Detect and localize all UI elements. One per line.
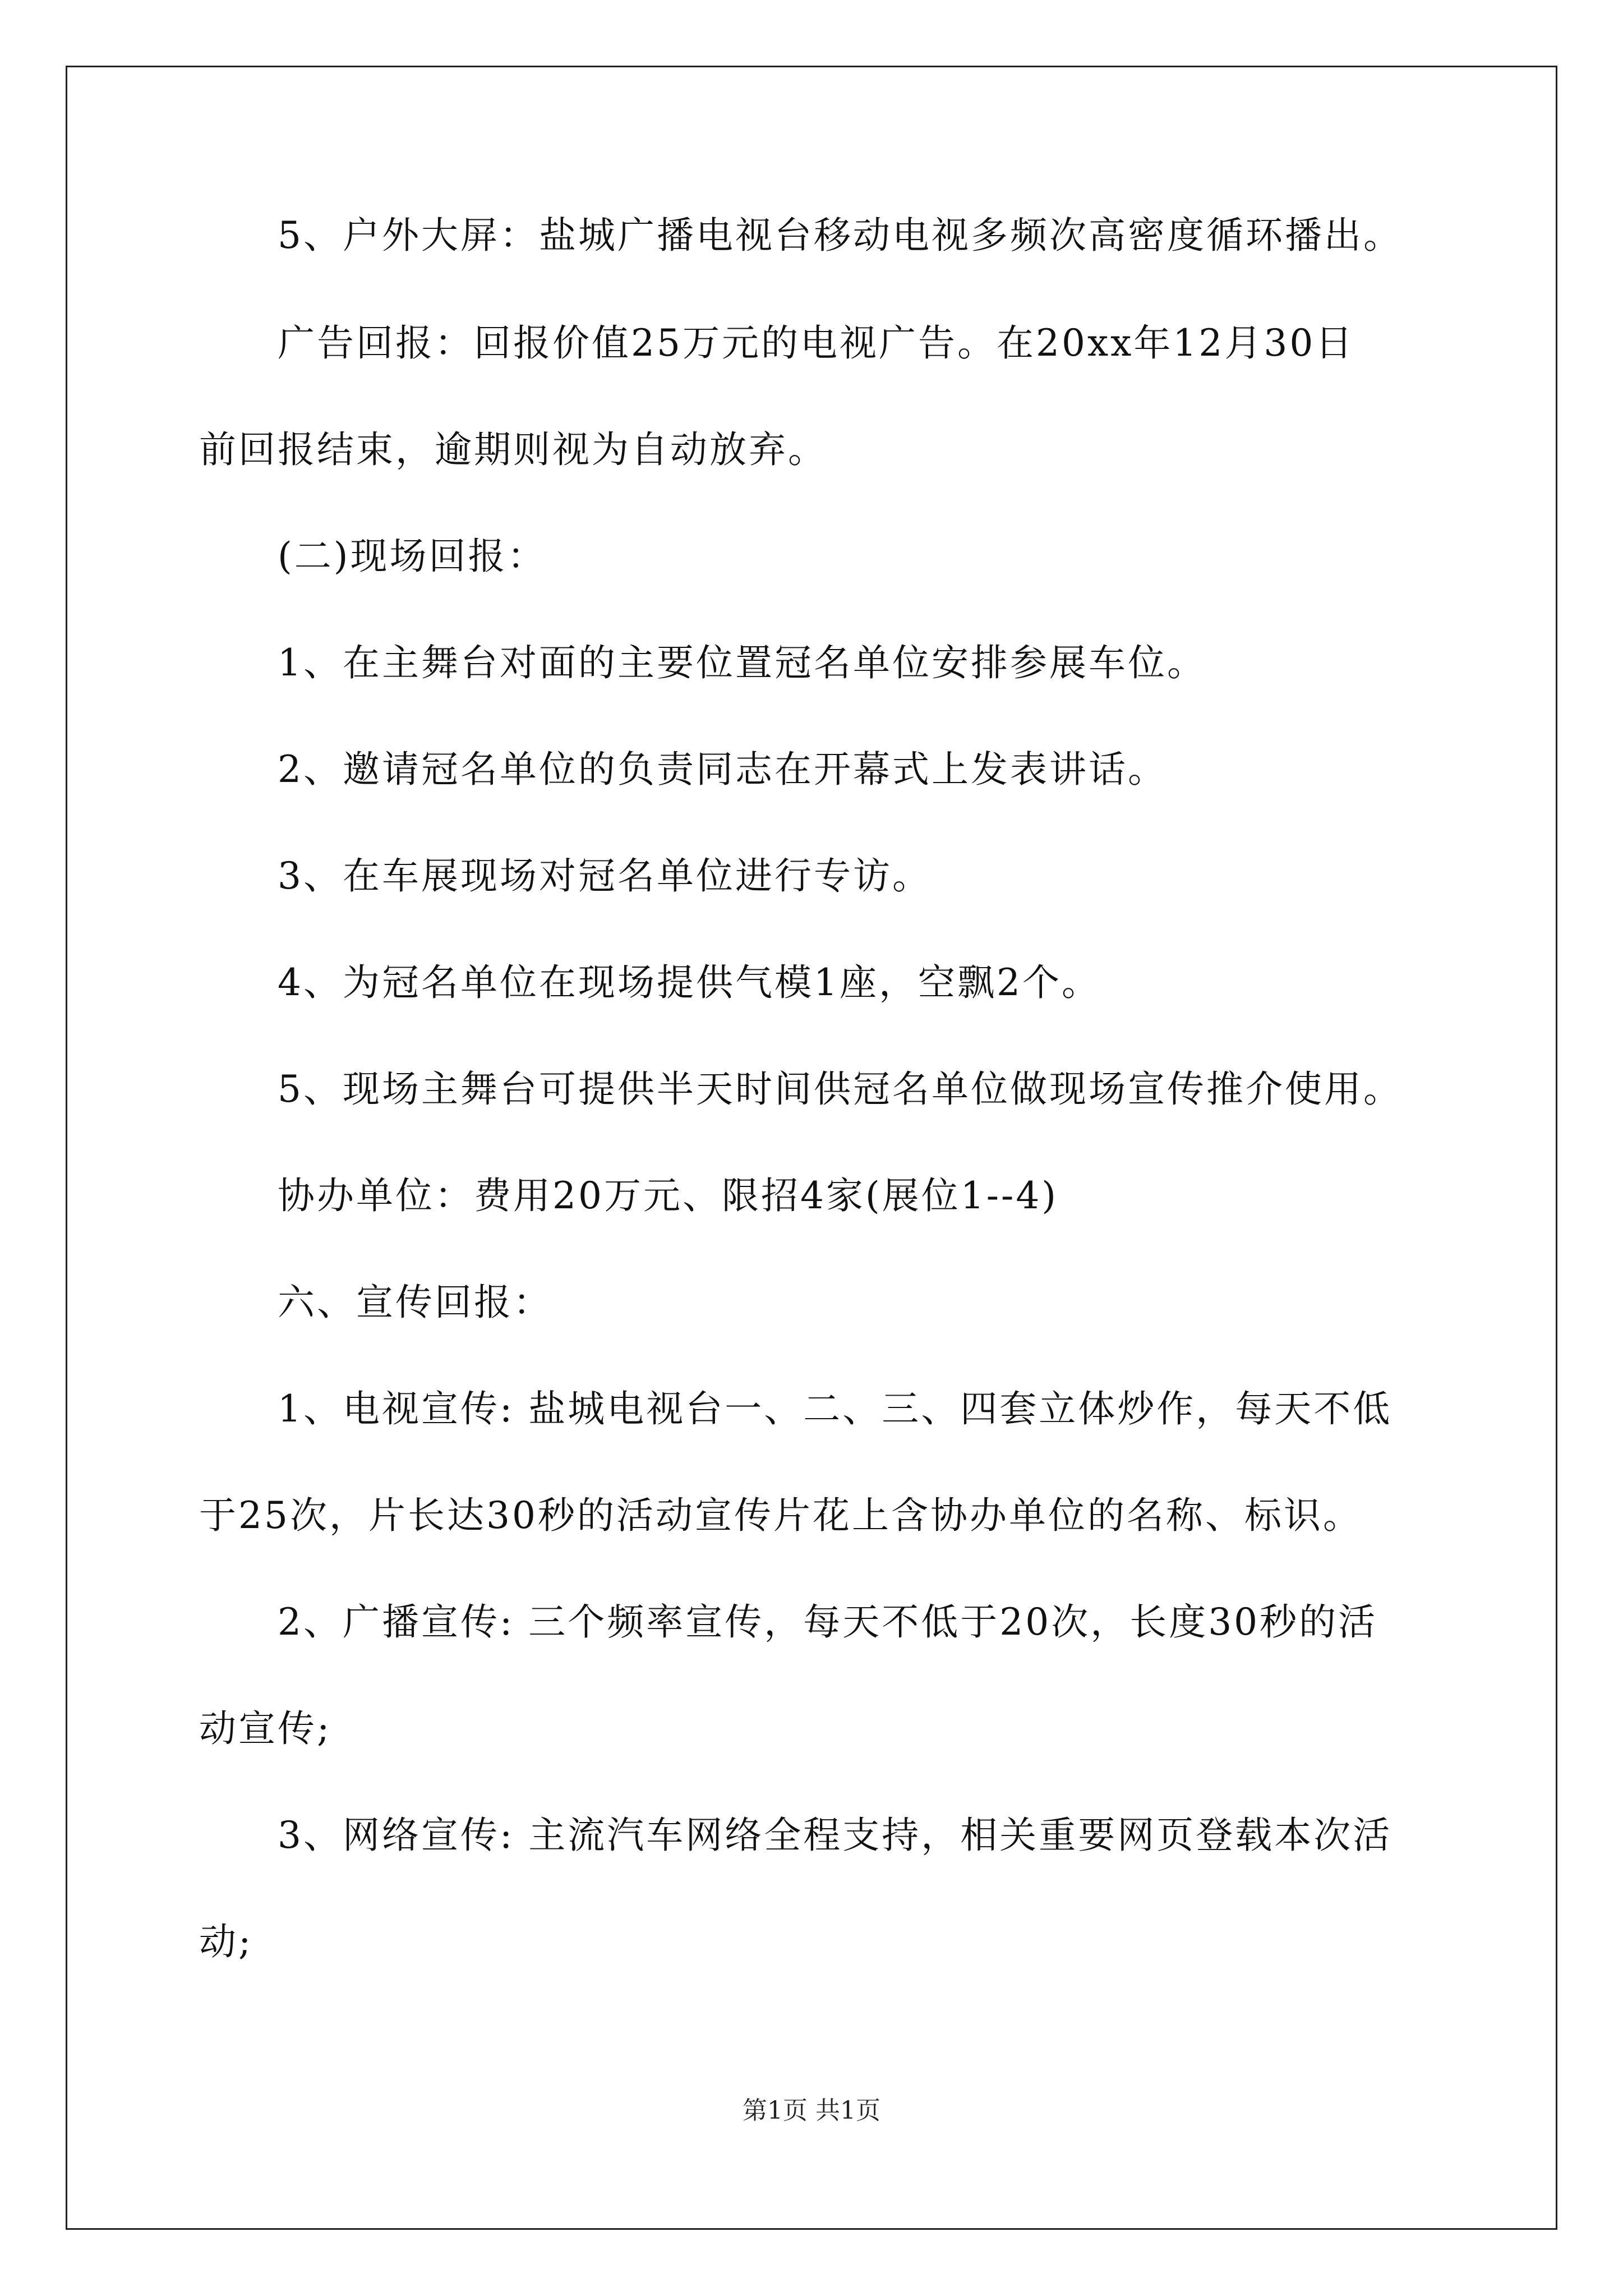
- paragraph-line: 动宣传;: [199, 1707, 332, 1750]
- paragraph-line: 六、宣传回报：: [278, 1281, 552, 1324]
- paragraph-line: 5、户外大屏：盐城广播电视台移动电视多频次高密度循环播出。: [278, 214, 1403, 257]
- paragraph-line: 3、在车展现场对冠名单位进行专访。: [278, 854, 932, 898]
- paragraph-line: 1、电视宣传: 盐城电视台一、二、三、四套立体炒作，每天不低: [278, 1387, 1393, 1430]
- page-footer: 第1页 共1页: [743, 2096, 880, 2125]
- paragraph-line: 协办单位：费用20万元、限招4家(展位1--4): [278, 1174, 1059, 1217]
- paragraph-line: 3、网络宣传: 主流汽车网络全程支持，相关重要网页登载本次活: [278, 1814, 1393, 1857]
- paragraph-line: 2、广播宣传: 三个频率宣传，每天不低于20次，长度30秒的活: [278, 1600, 1378, 1644]
- paragraph-line: 广告回报：回报价值25万元的电视广告。在20xx年12月30日: [278, 321, 1355, 365]
- paragraph-line: 于25次，片长达30秒的活动宣传片花上含协办单位的名称、标识。: [199, 1494, 1362, 1537]
- paragraph-line: 1、在主舞台对面的主要位置冠名单位安排参展车位。: [278, 641, 1206, 684]
- paragraph-line: 5、现场主舞台可提供半天时间供冠名单位做现场宣传推介使用。: [278, 1068, 1403, 1111]
- paragraph-line: 2、邀请冠名单位的负责同志在开幕式上发表讲话。: [278, 748, 1167, 791]
- page-border: [66, 66, 1557, 2230]
- paragraph-line: 4、为冠名单位在现场提供气模1座，空飘2个。: [278, 961, 1101, 1004]
- paragraph-line: (二)现场回报：: [278, 535, 547, 578]
- paragraph-line: 前回报结束，逾期则视为自动放弃。: [199, 428, 827, 471]
- paragraph-line: 动;: [199, 1920, 253, 1963]
